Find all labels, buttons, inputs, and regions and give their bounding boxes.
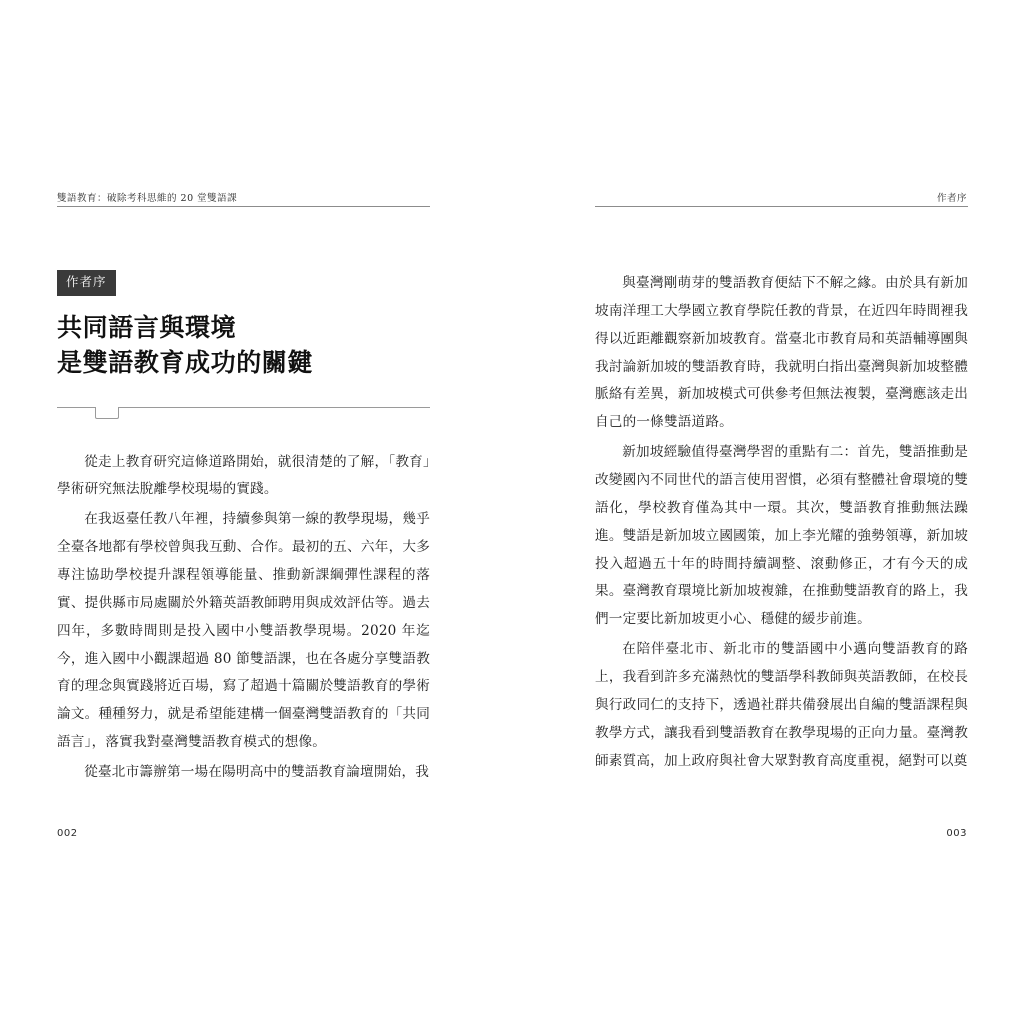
paragraph: 從臺北市籌辦第一場在陽明高中的雙語教育論壇開始，我	[84, 763, 430, 780]
header-rule-left	[57, 206, 430, 207]
paragraph: 從走上教育研究這條道路開始，就很清楚的了解，「教育」學術研究無法脫離學校現場的實踐。	[57, 453, 430, 498]
divider-notch	[95, 407, 119, 419]
title-divider	[57, 401, 430, 427]
running-head-left: 雙語教育：破除考科思維的 20 堂雙語課	[57, 193, 238, 204]
page-right	[595, 270, 968, 777]
header-rule-right	[595, 206, 968, 207]
folio-left: 002	[57, 828, 78, 839]
paragraph: 在我返臺任教八年裡，持續參與第一線的教學現場，幾乎全臺各地都有學校曾與我互動、合作。最初的五、六年，大多專注協助學校提升課程領導能量、推動新課綱彈性課程的落實、提供縣市局處關於外籍英語教師聘用與成效評估等。過去四年，多數時間則是投入國中小雙語教學現場。2020 年迄今，進入國中小觀課超過 80 節雙語課，也在各處分享雙語教育的理念與實踐將近百場，寫了超過十篇關於雙語教育的學術論文。種種努力，就是希望能建構一個臺灣雙語教育的「共同語言」，落實我對臺灣雙語教育模式的想像。	[57, 511, 430, 751]
running-head-right: 作者序	[936, 193, 967, 204]
section-kicker: 作者序	[57, 270, 116, 296]
page-title-line-2: 是雙語教育成功的關鍵	[57, 348, 314, 377]
page-left	[57, 270, 430, 789]
page-title-line-1: 共同語言與環境	[57, 312, 237, 342]
paragraph: 在陪伴臺北市、新北市的雙語國中小邁向雙語教育的路上，我看到許多充滿熱忱的雙語學科教師與英語教師，在校長與行政同仁的支持下，透過社群共備發展出自編的雙語課程與教學方式，讓我看到雙語教育在教學現場的正向力量。臺灣教師素質高，加上政府與社會大眾對教育高度重視，絕對可以奠	[595, 641, 968, 769]
paragraph: 與臺灣剛萌芽的雙語教育便結下不解之緣。由於具有新加坡南洋理工大學國立教育學院任教的背景，在近四年時間裡我得以近距離觀察新加坡教育。當臺北市教育局和英語輔導團與我討論新加坡的雙語教育時，我就明白指出臺灣與新加坡整體脈絡有差異，新加坡模式可供參考但無法複製，臺灣應該走出自己的一條雙語道路。	[595, 275, 968, 431]
folio-right: 003	[946, 828, 967, 839]
paragraph: 新加坡經驗值得臺灣學習的重點有二：首先，雙語推動是改變國內不同世代的語言使用習慣，必須有整體社會環境的雙語化，學校教育僅為其中一環。其次，雙語教育推動無法躁進。雙語是新加坡立國國策，加上李光耀的強勢領導，新加坡投入超過五十年的時間持續調整、滾動修正，才有今天的成果。臺灣教育環境比新加坡複雜，在推動雙語教育的路上，我們一定要比新加坡更小心、穩健的緩步前進。	[595, 444, 968, 628]
page-title	[57, 310, 430, 381]
